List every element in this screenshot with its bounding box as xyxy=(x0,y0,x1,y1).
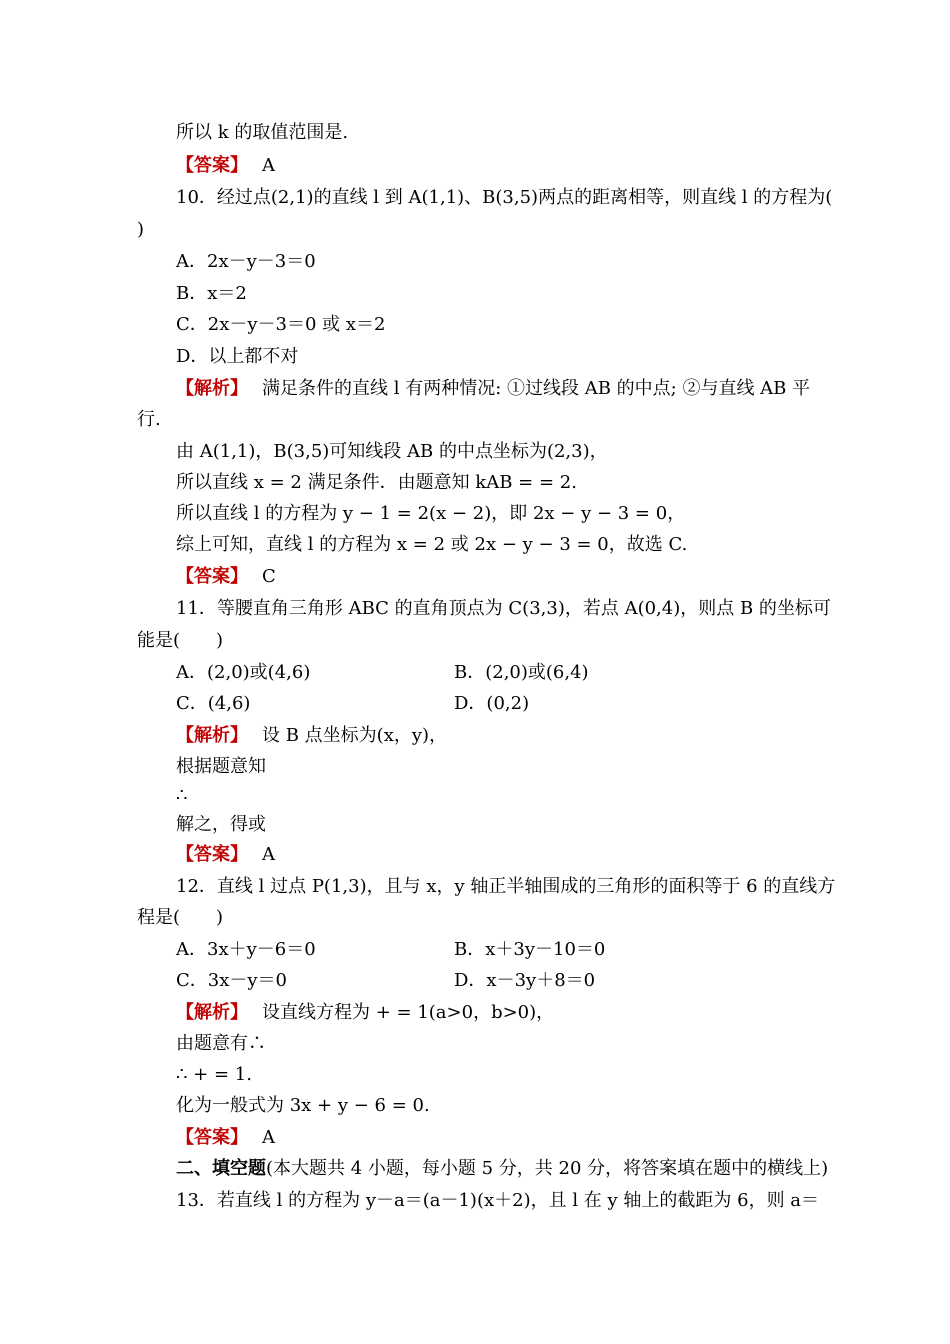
q11-option-a: A．(2,0)或(4,6) xyxy=(176,662,311,683)
section2-title: 二、填空题 xyxy=(176,1158,266,1179)
q11-answer-line xyxy=(176,843,275,867)
q12-analysis-line4: 化为一般式为 3x + y − 6 = 0. xyxy=(176,1095,430,1116)
q10-analysis-text1: 满足条件的直线 l 有两种情况: ①过线段 AB 的中点; ②与直线 AB 平 xyxy=(262,378,811,399)
prev-question-end: 所以 k 的取值范围是. xyxy=(176,122,349,143)
q10-stem-line1: 10．经过点(2,1)的直线 l 到 A(1,1)、B(3,5)两点的距离相等，则直线 l 的方程为( xyxy=(176,187,833,208)
section2-desc: (本大题共 4 小题，每小题 5 分，共 20 分，将答案填在题中的横线上) xyxy=(266,1158,829,1179)
q10-option-b: B．x＝2 xyxy=(176,283,247,304)
q10-analysis-line6: 综上可知，直线 l 的方程为 x = 2 或 2x − y − 3 = 0，故选 C. xyxy=(176,534,688,555)
q12-answer: A xyxy=(262,1127,275,1148)
q10-analysis-line2: 行. xyxy=(137,409,161,430)
q9-answer: A xyxy=(262,155,275,176)
q10-answer-line xyxy=(176,565,276,589)
q11-option-d: D．(0,2) xyxy=(454,693,530,714)
q11-option-b: B．(2,0)或(6,4) xyxy=(454,662,589,683)
answer-tag: 【答案】 xyxy=(176,1127,248,1148)
q10-analysis-line3: 由 A(1,1)，B(3,5)可知线段 AB 的中点坐标为(2,3)， xyxy=(176,441,608,462)
q10-answer: C xyxy=(262,566,276,587)
q11-analysis-text1: 设 B 点坐标为(x，y)， xyxy=(262,725,448,746)
q10-option-d: D．以上都不对 xyxy=(176,346,299,367)
q12-option-d: D．x－3y＋8＝0 xyxy=(454,970,596,991)
q12-analysis-line1 xyxy=(176,1001,554,1025)
q12-analysis-line2: 由题意有∴ xyxy=(176,1033,266,1054)
q10-option-a: A．2x－y－3＝0 xyxy=(176,251,316,272)
q9-answer-line xyxy=(176,154,275,178)
q12-option-a: A．3x＋y－6＝0 xyxy=(176,939,316,960)
q11-option-c: C．(4,6) xyxy=(176,693,251,714)
answer-tag: 【答案】 xyxy=(176,844,248,865)
analysis-tag: 【解析】 xyxy=(176,725,248,746)
q12-option-b: B．x＋3y－10＝0 xyxy=(454,939,606,960)
q12-stem-line2: 程是( ) xyxy=(137,907,224,928)
q10-stem-line2: ) xyxy=(137,219,145,240)
analysis-tag: 【解析】 xyxy=(176,378,248,399)
q10-analysis-line1 xyxy=(176,377,810,401)
q10-option-c: C．2x－y－3＝0 或 x＝2 xyxy=(176,314,386,335)
q12-stem-line1: 12．直线 l 过点 P(1,3)，且与 x，y 轴正半轴围成的三角形的面积等于 6 的直线方 xyxy=(176,876,836,897)
q10-analysis-line4: 所以直线 x = 2 满足条件．由题意知 kAB = = 2. xyxy=(176,472,577,493)
q11-stem-line1: 11．等腰直角三角形 ABC 的直角顶点为 C(3,3)，若点 A(0,4)，则点 B 的坐标可 xyxy=(176,598,831,619)
q13-stem-line1: 13．若直线 l 的方程为 y－a＝(a－1)(x＋2)，且 l 在 y 轴上的截距为 6，则 a＝ xyxy=(176,1190,820,1211)
q11-analysis-line2: 根据题意知 xyxy=(176,756,266,777)
q11-analysis-line4: 解之，得或 xyxy=(176,814,266,835)
q12-analysis-line3: ∴ + = 1. xyxy=(176,1064,252,1085)
q11-stem-line2: 能是( ) xyxy=(137,630,224,651)
q11-answer: A xyxy=(262,844,275,865)
answer-tag: 【答案】 xyxy=(176,155,248,176)
q11-analysis-line1 xyxy=(176,724,447,748)
section2-heading xyxy=(176,1157,828,1181)
answer-tag: 【答案】 xyxy=(176,566,248,587)
q12-analysis-text1: 设直线方程为 + = 1(a>0，b>0)， xyxy=(262,1002,555,1023)
q11-analysis-line3: ∴ xyxy=(176,785,188,806)
q12-answer-line xyxy=(176,1126,275,1150)
q10-analysis-line5: 所以直线 l 的方程为 y − 1 = 2(x − 2)，即 2x − y − 3 = 0， xyxy=(176,503,686,524)
q12-option-c: C．3x－y＝0 xyxy=(176,970,287,991)
analysis-tag: 【解析】 xyxy=(176,1002,248,1023)
